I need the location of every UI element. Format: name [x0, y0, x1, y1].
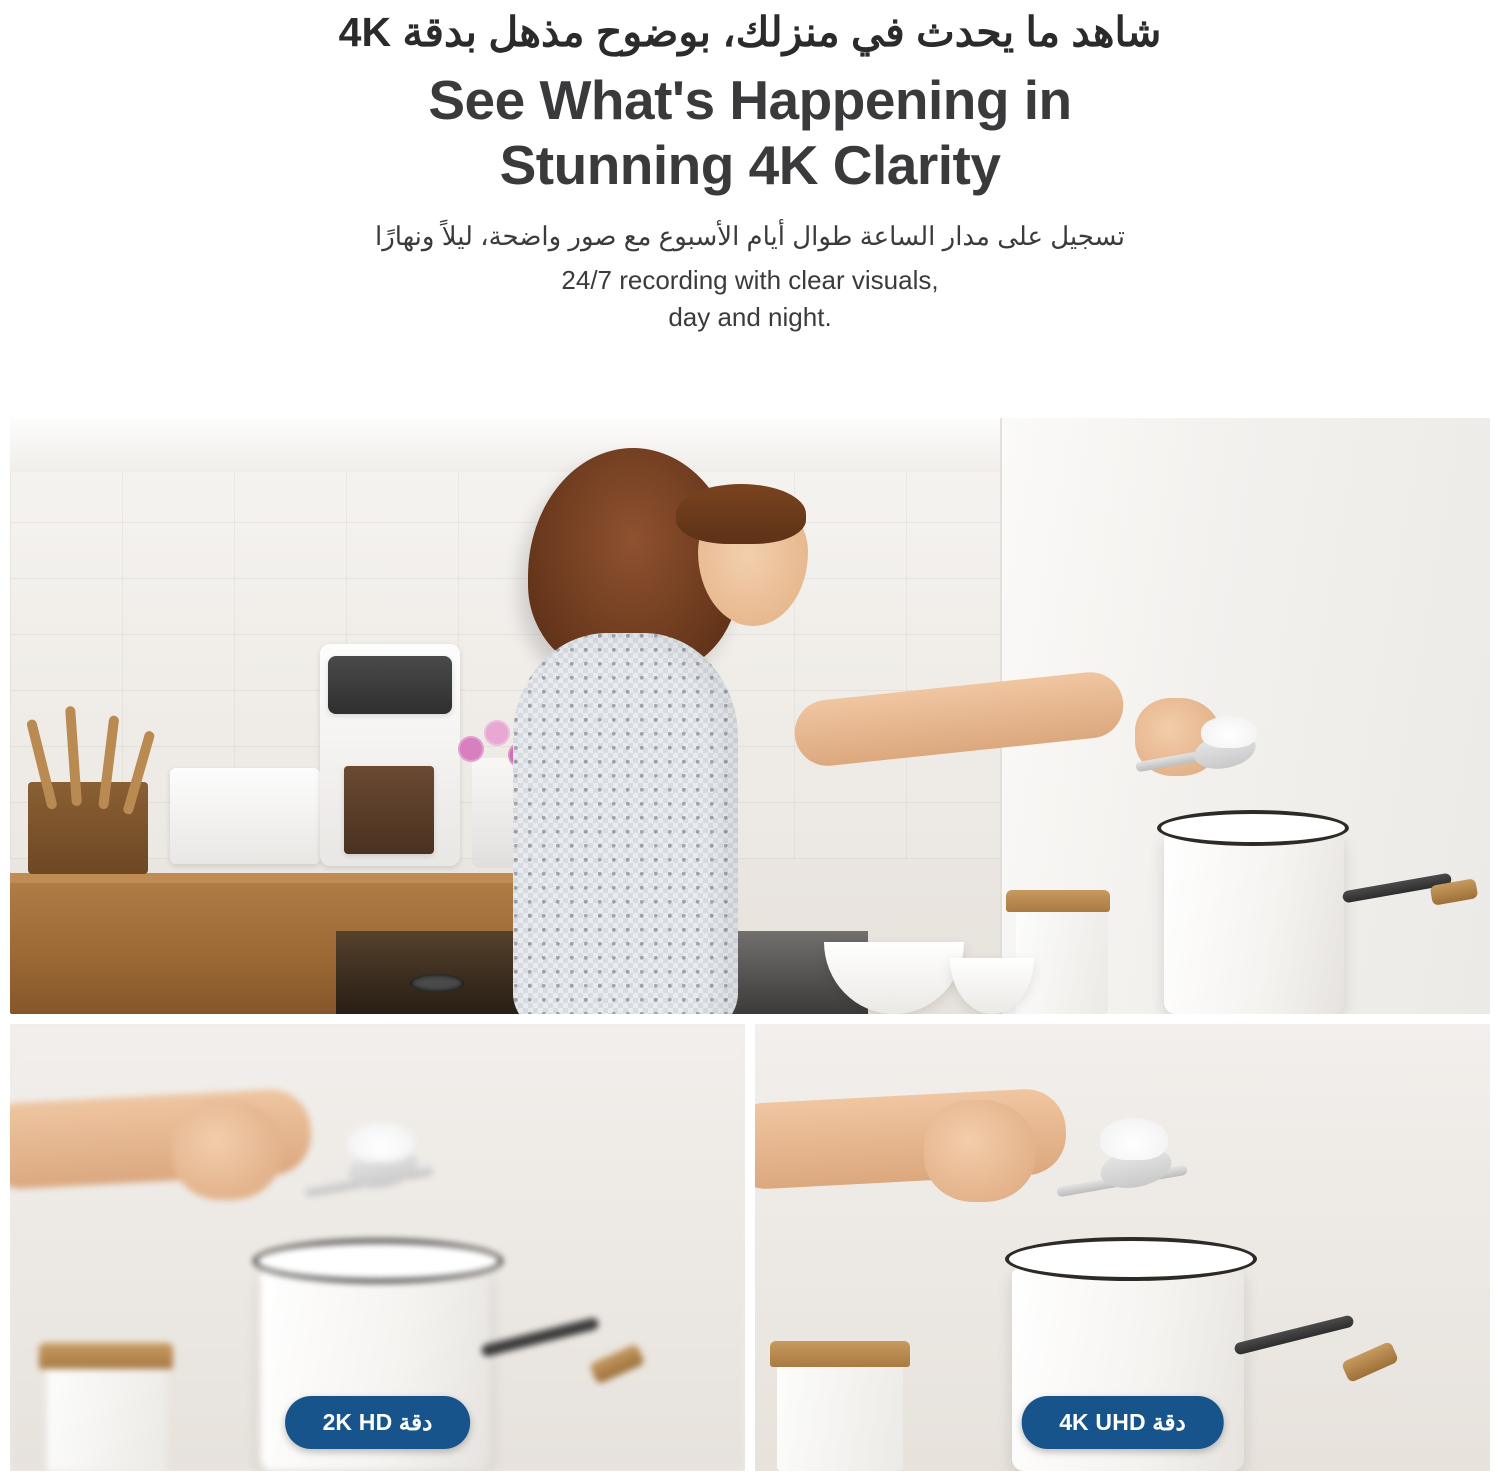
- headline-english-line2: Stunning 4K Clarity: [499, 134, 1001, 197]
- badge-4k-uhd: دقة 4K UHD: [1021, 1396, 1224, 1449]
- badge-2k-hd: دقة 2K HD: [285, 1396, 471, 1449]
- subheadline-english-line2: day and night.: [668, 301, 832, 332]
- pot-rim: [1157, 810, 1349, 846]
- coffee-maker-top: [328, 656, 452, 714]
- headline-english-line1: See What's Happening in: [428, 69, 1072, 132]
- flower-vase: [472, 758, 518, 868]
- ceramic-canister: [777, 1359, 903, 1471]
- flour-heap: [348, 1122, 414, 1162]
- subheadline-english: [60, 262, 1440, 336]
- image-gallery: [10, 418, 1490, 1471]
- canister-lid: [770, 1341, 910, 1367]
- coffee-carafe: [344, 766, 434, 854]
- canister-lid: [39, 1343, 173, 1369]
- kitchen-scene: [10, 418, 1490, 1014]
- main-kitchen-photo: [10, 418, 1490, 1014]
- pot-rim: [253, 1239, 503, 1283]
- girl-hand: [172, 1100, 282, 1200]
- enamel-pot: [1164, 834, 1344, 1014]
- pot-rim: [1005, 1237, 1257, 1281]
- girl-dress: [513, 633, 738, 1014]
- flour-heap: [1100, 1118, 1168, 1160]
- girl-fringe: [676, 484, 806, 544]
- header-text-block: [0, 0, 1500, 336]
- comparison-row: [10, 1024, 1490, 1471]
- flour-heap: [1201, 716, 1257, 748]
- right-4k-photo: [755, 1024, 1490, 1471]
- upper-cabinet: [10, 418, 1016, 472]
- stove-burner: [410, 974, 464, 992]
- ceramic-canister: [47, 1361, 167, 1471]
- flower-icon: [484, 720, 510, 746]
- subheadline-english-line1: 24/7 recording with clear visuals,: [561, 264, 939, 295]
- left-2k-photo: [10, 1024, 745, 1471]
- subheadline-arabic: تسجيل على مدار الساعة طوال أيام الأسبوع مع صور واضحة، ليلاً ونهارًا: [375, 221, 1125, 252]
- headline-arabic: شاهد ما يحدث في منزلك، بوضوح مذهل بدقة 4K: [338, 9, 1162, 55]
- flower-icon: [458, 736, 484, 762]
- toaster: [170, 768, 320, 864]
- canister-lid: [1006, 890, 1110, 912]
- girl-hand: [924, 1100, 1036, 1202]
- headline-english: [60, 68, 1440, 198]
